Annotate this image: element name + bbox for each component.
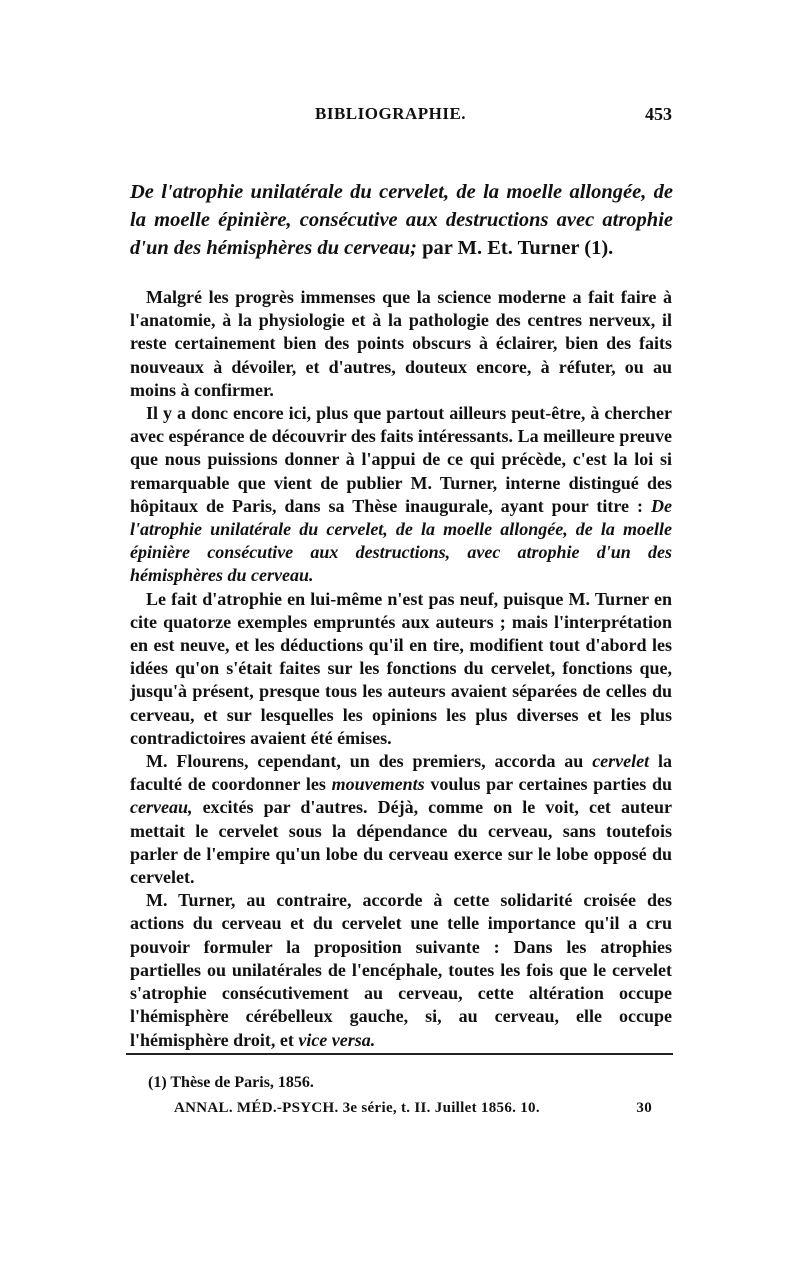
- italic-text-run: De l'atrophie unilatérale du cervelet, de la moelle allongée, de la moelle épinière consécutive aux destructions, avec atrophie d'un des hémisphères du cerveau.: [130, 495, 672, 586]
- italic-text-run: cerveau,: [130, 797, 193, 818]
- text-run: M. Turner, au contraire, accorde à cette solidarité croisée des actions du cerveau et du cervelet une telle importance qu'il a cru pouvoir formuler la proposition suivante : Dans les atrophies partielles ou unilatérales de l'encéphale, toutes les fois que le cervelet s'atrophie consécutivement au cerveau, cette altération occupe l'hémisphère cérébelleux gauche, si, au cerveau, elle occupe l'hémisphère droit, et: [130, 890, 672, 1050]
- running-title: BIBLIOGRAPHIE.: [315, 104, 467, 123]
- article-title-italic: De l'atrophie unilatérale du cervelet, de la moelle allongée, de la moelle épinière, consécutive aux destructions avec atrophie d'un des hémisphères du cerveau;: [130, 181, 673, 259]
- paragraph: [130, 286, 672, 402]
- running-header: [130, 104, 672, 128]
- paragraph: [130, 889, 672, 1051]
- signature-line: [174, 1100, 652, 1117]
- paragraph: [130, 588, 672, 750]
- text-run: Malgré les progrès immenses que la science moderne a fait faire à l'anatomie, à la physiologie et à la pathologie des centres nerveux, il reste certainement bien des points obscurs à éclairer, bien des faits nouveaux à dévoiler, et d'autres, douteux encore, à réfuter, ou au moins à confirmer.: [130, 287, 672, 400]
- italic-text-run: cervelet: [592, 751, 650, 772]
- italic-text-run: vice versa.: [298, 1029, 376, 1050]
- paragraph: [130, 750, 672, 889]
- article-title: [130, 178, 673, 262]
- article-title-author: par M. Et. Turner (1).: [422, 237, 614, 259]
- italic-text-run: mouvements: [331, 774, 425, 795]
- signature-number: 30: [636, 1100, 652, 1116]
- text-run: voulus par certaines parties du: [424, 774, 672, 795]
- text-run: la faculté de coordonner les: [130, 751, 672, 795]
- page-number: 453: [645, 104, 672, 124]
- paragraph: [130, 402, 672, 588]
- footnote-divider: [126, 1053, 673, 1055]
- signature-text: ANNAL. MÉD.-PSYCH. 3e série, t. II. Juillet 1856. 10.: [174, 1100, 540, 1116]
- text-run: Le fait d'atrophie en lui-même n'est pas neuf, puisque M. Turner en cite quatorze exemples empruntés aux auteurs ; mais l'interprétation en est neuve, et les déductions qu'il en tire, modifient tout d'abord les idées qu'on s'était faites sur les fonctions du cervelet, fonctions que, jusqu'à présent, presque tous les auteurs avaient séparées de celles du cerveau, et sur lesquelles les opinions les plus diverses et les plus contradictoires avaient été émises.: [130, 588, 672, 748]
- footnote: (1) Thèse de Paris, 1856.: [148, 1074, 314, 1091]
- text-run: excités par d'autres. Déjà, comme on le voit, cet auteur mettait le cervelet sous la dépendance du cerveau, sans toutefois parler de l'empire qu'un lobe du cerveau exerce sur le lobe opposé du cervelet.: [130, 797, 672, 888]
- text-run: M. Flourens, cependant, un des premiers, accorda au: [146, 751, 593, 772]
- article-body: [130, 286, 672, 1052]
- text-run: Il y a donc encore ici, plus que partout ailleurs peut-être, à chercher avec espérance de découvrir des faits intéressants. La meilleure preuve que nous puissions donner à l'appui de ce qui précède, c'est la loi si remarquable que vient de publier M. Turner, interne distingué des hôpitaux de Paris, dans sa Thèse inaugurale, ayant pour titre :: [130, 403, 672, 516]
